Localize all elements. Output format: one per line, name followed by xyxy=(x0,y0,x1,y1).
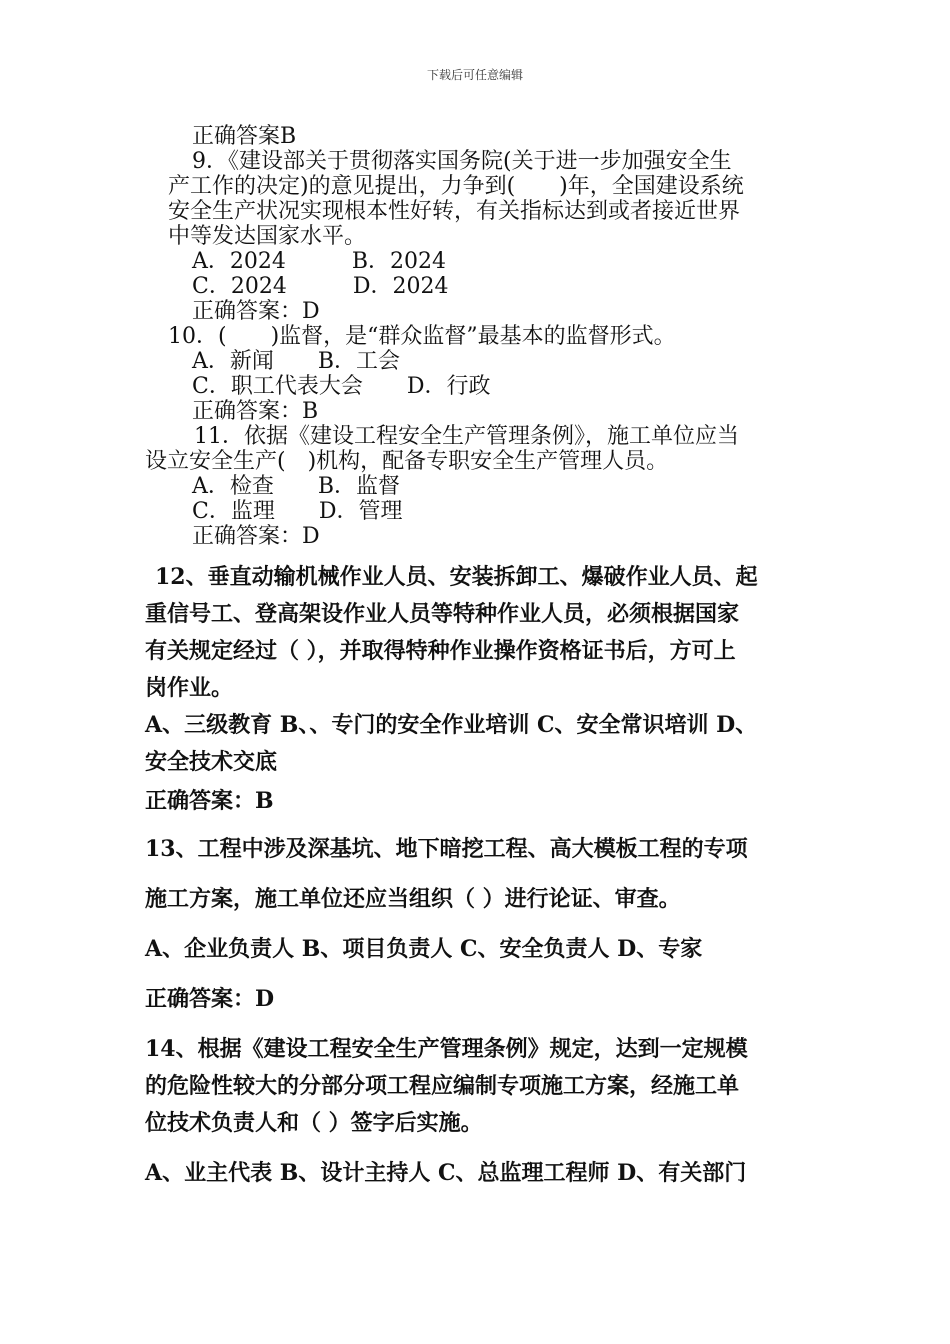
q9-answer: 正确答案：D xyxy=(192,299,320,324)
page-header: 下载后可任意编辑 xyxy=(426,68,523,82)
q11-options-row-2: C．监理 D．管理 xyxy=(192,499,403,524)
q14-options: A、业主代表 B、设计主持人 C、总监理工程师 D、有关部门 xyxy=(145,1160,747,1186)
q9-line-1: 9．《建设部关于贯彻落实国务院(关于进一步加强安全生 xyxy=(192,149,732,174)
q13-options: A、企业负责人 B、项目负责人 C、安全负责人 D、专家 xyxy=(145,936,703,962)
q10-options-row-1: A．新闻 B．工会 xyxy=(192,349,401,374)
q8-answer: 正确答案B xyxy=(192,124,297,149)
q9-options-row-2: C．2024 D．2024 xyxy=(192,274,449,299)
q13-line-2: 施工方案，施工单位还应当组织（ ）进行论证、审查。 xyxy=(145,886,681,912)
q12-answer: 正确答案：B xyxy=(145,788,274,814)
q12-line-3: 有关规定经过（ ），并取得特种作业操作资格证书后，方可上 xyxy=(145,638,736,664)
q14-line-2: 的危险性较大的分部分项工程应编制专项施工方案，经施工单 xyxy=(145,1073,740,1099)
q11-options-row-1: A．检查 B．监督 xyxy=(192,474,401,499)
q14-line-1: 14、根据《建设工程安全生产管理条例》规定，达到一定规模 xyxy=(145,1036,748,1062)
q13-answer: 正确答案：D xyxy=(145,986,275,1012)
q13-line-1: 13、工程中涉及深基坑、地下暗挖工程、高大模板工程的专项 xyxy=(145,836,748,862)
q11-line-2: 设立安全生产( )机构，配备专职安全生产管理人员。 xyxy=(145,449,669,474)
q9-line-2: 产工作的决定)的意见提出，力争到( )年，全国建设系统 xyxy=(168,174,744,199)
q12-options-line-2: 安全技术交底 xyxy=(145,749,278,775)
q11-answer: 正确答案：D xyxy=(192,524,320,549)
q9-options-row-1: A．2024 B．2024 xyxy=(192,249,447,274)
q12-line-2: 重信号工、登高架设作业人员等特种作业人员，必须根据国家 xyxy=(145,601,740,627)
q12-line-1: 12、垂直动输机械作业人员、安装拆卸工、爆破作业人员、起 xyxy=(155,564,758,590)
q9-line-3: 安全生产状况实现根本性好转，有关指标达到或者接近世界 xyxy=(168,199,741,224)
q10-answer: 正确答案：B xyxy=(192,399,319,424)
q12-line-4: 岗作业。 xyxy=(145,675,234,701)
q10-options-row-2: C．职工代表大会 D．行政 xyxy=(192,374,491,399)
q11-line-1: 11．依据《建设工程安全生产管理条例》，施工单位应当 xyxy=(194,424,739,449)
q14-line-3: 位技术负责人和（ ）签字后实施。 xyxy=(145,1110,483,1136)
q10-question: 10．( )监督，是“群众监督”最基本的监督形式。 xyxy=(168,324,676,349)
q12-options-line-1: A、三级教育 B、、专门的安全作业培训 C、安全常识培训 D、 xyxy=(145,712,758,738)
q9-line-4: 中等发达国家水平。 xyxy=(168,224,367,249)
